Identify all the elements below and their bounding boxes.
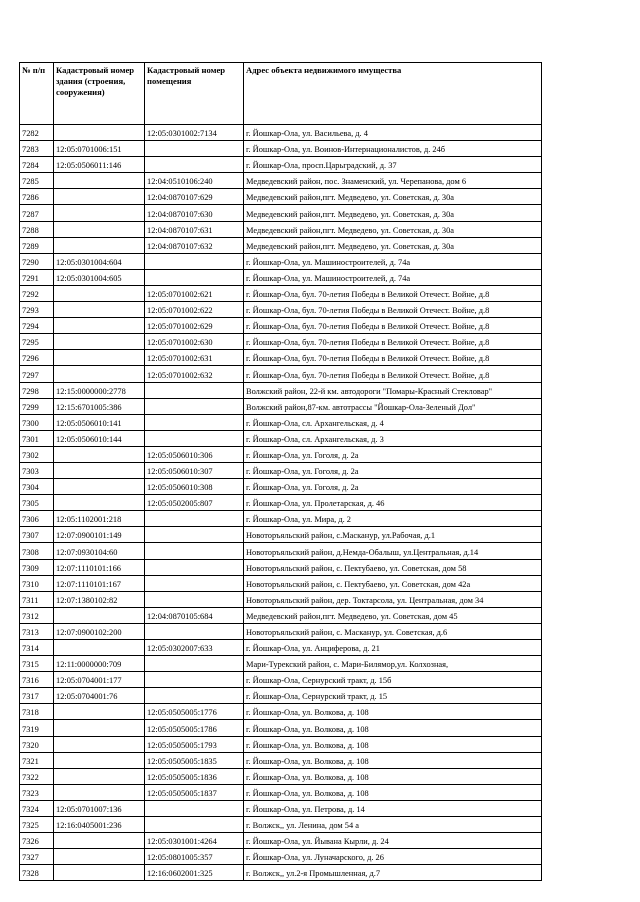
- address-cell: Новоторъяльский район, с.Масканур, ул.Рабочая, д.1: [244, 527, 542, 543]
- row-number-cell: 7310: [20, 575, 54, 591]
- address-cell: г. Йошкар-Ола, сл. Архангельская, д. 3: [244, 430, 542, 446]
- row-number-cell: 7328: [20, 865, 54, 881]
- row-number-cell: 7288: [20, 221, 54, 237]
- table-row: [20, 688, 542, 704]
- row-number-cell: 7291: [20, 269, 54, 285]
- address-cell: г. Йошкар-Ола, ул. Луначарского, д. 26: [244, 849, 542, 865]
- address-cell: Медведевский район,пгт. Медведево, ул. Советская, д. 30а: [244, 205, 542, 221]
- address-cell: Медведевский район,пгт. Медведево, ул. Советская, дом 45: [244, 607, 542, 623]
- table-row: [20, 817, 542, 833]
- table-row: [20, 157, 542, 173]
- address-cell: Волжский район, 22-й км. автодороги "Помары-Красный Стекловар": [244, 382, 542, 398]
- building-cadastral-number-cell: [54, 752, 145, 768]
- building-cadastral-number-cell: 12:15:0000000:2778: [54, 382, 145, 398]
- row-number-cell: 7297: [20, 366, 54, 382]
- address-cell: Медведевский район,пгт. Медведево, ул. Советская, д. 30а: [244, 237, 542, 253]
- premises-cadastral-number-cell: 12:04:0870107:629: [145, 189, 244, 205]
- table-row: [20, 125, 542, 141]
- address-cell: Медведевский район,пгт. Медведево, ул. Советская, д. 30а: [244, 189, 542, 205]
- row-number-cell: 7290: [20, 253, 54, 269]
- building-cadastral-number-cell: [54, 784, 145, 800]
- building-cadastral-number-cell: 12:05:0506011:146: [54, 157, 145, 173]
- address-cell: Новоторъяльский район, с. Пектубаево, ул. Советская, дом 42а: [244, 575, 542, 591]
- address-cell: г. Йошкар-Ола, ул. Мира, д. 2: [244, 511, 542, 527]
- table-row: [20, 414, 542, 430]
- row-number-cell: 7300: [20, 414, 54, 430]
- premises-cadastral-number-cell: 12:05:0701002:632: [145, 366, 244, 382]
- row-number-cell: 7299: [20, 398, 54, 414]
- building-cadastral-number-cell: 12:11:0000000:709: [54, 656, 145, 672]
- header-row-number: № п/п: [20, 63, 54, 125]
- table-row: [20, 382, 542, 398]
- premises-cadastral-number-cell: [145, 527, 244, 543]
- premises-cadastral-number-cell: 12:05:0801005:357: [145, 849, 244, 865]
- address-cell: Медведевский район,пгт. Медведево, ул. Советская, д. 30а: [244, 221, 542, 237]
- row-number-cell: 7286: [20, 189, 54, 205]
- building-cadastral-number-cell: [54, 173, 145, 189]
- premises-cadastral-number-cell: 12:05:0701002:622: [145, 302, 244, 318]
- table-row: [20, 334, 542, 350]
- premises-cadastral-number-cell: [145, 414, 244, 430]
- premises-cadastral-number-cell: [145, 253, 244, 269]
- row-number-cell: 7302: [20, 446, 54, 462]
- building-cadastral-number-cell: [54, 189, 145, 205]
- premises-cadastral-number-cell: 12:05:0701002:631: [145, 350, 244, 366]
- address-cell: г. Йошкар-Ола, бул. 70-летия Победы в Великой Отечест. Войне, д.8: [244, 350, 542, 366]
- building-cadastral-number-cell: [54, 479, 145, 495]
- header-premises-cadastral-number: Кадастровый номер помещения: [145, 63, 244, 125]
- premises-cadastral-number-cell: [145, 511, 244, 527]
- premises-cadastral-number-cell: 12:05:0505005:1776: [145, 704, 244, 720]
- table-row: [20, 511, 542, 527]
- address-cell: г. Йошкар-Ола, просп.Царьградский, д. 37: [244, 157, 542, 173]
- address-cell: г. Волжск,, ул.2-я Промышленная, д.7: [244, 865, 542, 881]
- premises-cadastral-number-cell: [145, 623, 244, 639]
- premises-cadastral-number-cell: 12:04:0510106:240: [145, 173, 244, 189]
- table-row: [20, 205, 542, 221]
- table-row: [20, 736, 542, 752]
- table-row: [20, 221, 542, 237]
- premises-cadastral-number-cell: 12:16:0602001:325: [145, 865, 244, 881]
- building-cadastral-number-cell: 12:05:0506010:141: [54, 414, 145, 430]
- row-number-cell: 7285: [20, 173, 54, 189]
- address-cell: Новоторъяльский район, с. Пектубаево, ул. Советская, дом 58: [244, 559, 542, 575]
- building-cadastral-number-cell: [54, 495, 145, 511]
- premises-cadastral-number-cell: [145, 141, 244, 157]
- table-row: [20, 430, 542, 446]
- building-cadastral-number-cell: [54, 768, 145, 784]
- table-row: [20, 559, 542, 575]
- table-row: [20, 366, 542, 382]
- address-cell: Новоторъяльский район, дер. Токтарсола, ул. Центральная, дом 34: [244, 591, 542, 607]
- row-number-cell: 7305: [20, 495, 54, 511]
- premises-cadastral-number-cell: [145, 817, 244, 833]
- address-cell: Новоторъяльский район, с. Масканур, ул. Советская, д.6: [244, 623, 542, 639]
- row-number-cell: 7321: [20, 752, 54, 768]
- building-cadastral-number-cell: [54, 640, 145, 656]
- building-cadastral-number-cell: 12:07:0900102:200: [54, 623, 145, 639]
- address-cell: г. Йошкар-Ола, ул. Гоголя, д. 2а: [244, 446, 542, 462]
- premises-cadastral-number-cell: [145, 656, 244, 672]
- table-row: [20, 656, 542, 672]
- building-cadastral-number-cell: [54, 607, 145, 623]
- table-row: [20, 833, 542, 849]
- table-row: [20, 527, 542, 543]
- table-row: [20, 784, 542, 800]
- building-cadastral-number-cell: 12:16:0405001:236: [54, 817, 145, 833]
- table-row: [20, 752, 542, 768]
- table-row: [20, 318, 542, 334]
- building-cadastral-number-cell: 12:15:6701005:386: [54, 398, 145, 414]
- premises-cadastral-number-cell: 12:04:0870107:631: [145, 221, 244, 237]
- table-row: [20, 672, 542, 688]
- row-number-cell: 7303: [20, 462, 54, 478]
- address-cell: г. Йошкар-Ола, ул. Воинов-Интернационалистов, д. 24б: [244, 141, 542, 157]
- building-cadastral-number-cell: [54, 318, 145, 334]
- row-number-cell: 7327: [20, 849, 54, 865]
- row-number-cell: 7312: [20, 607, 54, 623]
- address-cell: г. Йошкар-Ола, бул. 70-летия Победы в Великой Отечест. Войне, д.8: [244, 334, 542, 350]
- row-number-cell: 7322: [20, 768, 54, 784]
- building-cadastral-number-cell: 12:05:0701006:151: [54, 141, 145, 157]
- address-cell: г. Йошкар-Ола, ул. Волкова, д. 108: [244, 720, 542, 736]
- table-row: [20, 543, 542, 559]
- premises-cadastral-number-cell: 12:04:0870107:630: [145, 205, 244, 221]
- table-row: [20, 462, 542, 478]
- table-row: [20, 865, 542, 881]
- row-number-cell: 7301: [20, 430, 54, 446]
- building-cadastral-number-cell: 12:07:0900101:149: [54, 527, 145, 543]
- building-cadastral-number-cell: 12:05:0506010:144: [54, 430, 145, 446]
- premises-cadastral-number-cell: 12:05:0301001:4264: [145, 833, 244, 849]
- premises-cadastral-number-cell: [145, 543, 244, 559]
- premises-cadastral-number-cell: [145, 688, 244, 704]
- address-cell: г. Йошкар-Ола, ул. Гоголя, д. 2а: [244, 462, 542, 478]
- premises-cadastral-number-cell: [145, 575, 244, 591]
- table-row: [20, 704, 542, 720]
- building-cadastral-number-cell: 12:05:0701007:136: [54, 800, 145, 816]
- table-row: [20, 768, 542, 784]
- address-cell: г. Йошкар-Ола, Сернурский тракт, д. 15: [244, 688, 542, 704]
- table-row: [20, 173, 542, 189]
- building-cadastral-number-cell: [54, 285, 145, 301]
- premises-cadastral-number-cell: [145, 800, 244, 816]
- address-cell: г. Йошкар-Ола, ул. Волкова, д. 108: [244, 736, 542, 752]
- address-cell: Мари-Турекский район, с. Мари-Билямор,ул. Колхозная,: [244, 656, 542, 672]
- table-row: [20, 253, 542, 269]
- table-row: [20, 350, 542, 366]
- building-cadastral-number-cell: 12:07:0930104:60: [54, 543, 145, 559]
- address-cell: г. Йошкар-Ола, ул. Волкова, д. 108: [244, 768, 542, 784]
- row-number-cell: 7284: [20, 157, 54, 173]
- row-number-cell: 7289: [20, 237, 54, 253]
- premises-cadastral-number-cell: 12:05:0701002:629: [145, 318, 244, 334]
- address-cell: г. Йошкар-Ола, ул. Гоголя, д. 2а: [244, 479, 542, 495]
- building-cadastral-number-cell: [54, 125, 145, 141]
- building-cadastral-number-cell: 12:07:1110101:166: [54, 559, 145, 575]
- premises-cadastral-number-cell: 12:05:0505005:1837: [145, 784, 244, 800]
- building-cadastral-number-cell: 12:05:0301004:605: [54, 269, 145, 285]
- row-number-cell: 7324: [20, 800, 54, 816]
- premises-cadastral-number-cell: 12:05:0506010:308: [145, 479, 244, 495]
- row-number-cell: 7314: [20, 640, 54, 656]
- cadastral-table: [19, 62, 542, 881]
- building-cadastral-number-cell: [54, 704, 145, 720]
- address-cell: г. Йошкар-Ола, ул. Машиностроителей, д. 74а: [244, 253, 542, 269]
- building-cadastral-number-cell: [54, 736, 145, 752]
- premises-cadastral-number-cell: 12:05:0701002:621: [145, 285, 244, 301]
- building-cadastral-number-cell: [54, 446, 145, 462]
- table-row: [20, 495, 542, 511]
- address-cell: г. Йошкар-Ола, бул. 70-летия Победы в Великой Отечест. Войне, д.8: [244, 318, 542, 334]
- row-number-cell: 7313: [20, 623, 54, 639]
- address-cell: Новоторъяльский район, д.Немда-Обалыш, ул.Центральная, д.14: [244, 543, 542, 559]
- building-cadastral-number-cell: 12:07:1110101:167: [54, 575, 145, 591]
- row-number-cell: 7306: [20, 511, 54, 527]
- table-row: [20, 237, 542, 253]
- row-number-cell: 7307: [20, 527, 54, 543]
- address-cell: г. Йошкар-Ола, ул. Машиностроителей, д. 74а: [244, 269, 542, 285]
- table-row: [20, 591, 542, 607]
- row-number-cell: 7326: [20, 833, 54, 849]
- premises-cadastral-number-cell: [145, 269, 244, 285]
- row-number-cell: 7293: [20, 302, 54, 318]
- address-cell: г. Йошкар-Ола, ул. Волкова, д. 108: [244, 752, 542, 768]
- address-cell: г. Волжск,, ул. Ленина, дом 54 а: [244, 817, 542, 833]
- row-number-cell: 7315: [20, 656, 54, 672]
- premises-cadastral-number-cell: [145, 157, 244, 173]
- table-row: [20, 302, 542, 318]
- table-header-row: [20, 63, 542, 125]
- row-number-cell: 7287: [20, 205, 54, 221]
- premises-cadastral-number-cell: 12:05:0301002:7134: [145, 125, 244, 141]
- row-number-cell: 7308: [20, 543, 54, 559]
- building-cadastral-number-cell: [54, 350, 145, 366]
- table-row: [20, 269, 542, 285]
- table-row: [20, 623, 542, 639]
- building-cadastral-number-cell: 12:05:1102001:218: [54, 511, 145, 527]
- premises-cadastral-number-cell: 12:05:0505005:1836: [145, 768, 244, 784]
- premises-cadastral-number-cell: [145, 398, 244, 414]
- row-number-cell: 7317: [20, 688, 54, 704]
- building-cadastral-number-cell: 12:05:0704001:177: [54, 672, 145, 688]
- row-number-cell: 7295: [20, 334, 54, 350]
- row-number-cell: 7320: [20, 736, 54, 752]
- row-number-cell: 7319: [20, 720, 54, 736]
- table-row: [20, 720, 542, 736]
- building-cadastral-number-cell: [54, 237, 145, 253]
- address-cell: г. Йошкар-Ола, Сернурский тракт, д. 15б: [244, 672, 542, 688]
- building-cadastral-number-cell: 12:05:0301004:604: [54, 253, 145, 269]
- address-cell: г. Йошкар-Ола, бул. 70-летия Победы в Великой Отечест. Войне, д.8: [244, 302, 542, 318]
- premises-cadastral-number-cell: [145, 672, 244, 688]
- premises-cadastral-number-cell: [145, 591, 244, 607]
- table-row: [20, 849, 542, 865]
- building-cadastral-number-cell: [54, 865, 145, 881]
- row-number-cell: 7304: [20, 479, 54, 495]
- row-number-cell: 7296: [20, 350, 54, 366]
- premises-cadastral-number-cell: 12:04:0870105:684: [145, 607, 244, 623]
- building-cadastral-number-cell: [54, 849, 145, 865]
- table-row: [20, 575, 542, 591]
- building-cadastral-number-cell: 12:07:1380102:82: [54, 591, 145, 607]
- table-row: [20, 285, 542, 301]
- address-cell: г. Йошкар-Ола, ул. Анциферова, д. 21: [244, 640, 542, 656]
- premises-cadastral-number-cell: 12:05:0506010:306: [145, 446, 244, 462]
- address-cell: г. Йошкар-Ола, ул. Пролетарская, д. 46: [244, 495, 542, 511]
- table-row: [20, 479, 542, 495]
- address-cell: г. Йошкар-Ола, ул. Йывана Кырли, д. 24: [244, 833, 542, 849]
- building-cadastral-number-cell: [54, 302, 145, 318]
- building-cadastral-number-cell: [54, 720, 145, 736]
- table-body: [20, 125, 542, 881]
- premises-cadastral-number-cell: [145, 382, 244, 398]
- row-number-cell: 7325: [20, 817, 54, 833]
- address-cell: г. Йошкар-Ола, бул. 70-летия Победы в Великой Отечест. Войне, д.8: [244, 366, 542, 382]
- building-cadastral-number-cell: [54, 334, 145, 350]
- header-building-cadastral-number: Кадастровый номер здания (строения, сооружения): [54, 63, 145, 125]
- table-row: [20, 398, 542, 414]
- row-number-cell: 7292: [20, 285, 54, 301]
- building-cadastral-number-cell: [54, 205, 145, 221]
- premises-cadastral-number-cell: 12:05:0505005:1793: [145, 736, 244, 752]
- building-cadastral-number-cell: [54, 366, 145, 382]
- premises-cadastral-number-cell: 12:05:0502005:807: [145, 495, 244, 511]
- row-number-cell: 7282: [20, 125, 54, 141]
- address-cell: г. Йошкар-Ола, ул. Петрова, д. 14: [244, 800, 542, 816]
- building-cadastral-number-cell: [54, 833, 145, 849]
- row-number-cell: 7298: [20, 382, 54, 398]
- table-row: [20, 141, 542, 157]
- row-number-cell: 7294: [20, 318, 54, 334]
- premises-cadastral-number-cell: 12:04:0870107:632: [145, 237, 244, 253]
- address-cell: г. Йошкар-Ола, сл. Архангельская, д. 4: [244, 414, 542, 430]
- row-number-cell: 7318: [20, 704, 54, 720]
- premises-cadastral-number-cell: [145, 430, 244, 446]
- table-row: [20, 800, 542, 816]
- premises-cadastral-number-cell: 12:05:0505005:1835: [145, 752, 244, 768]
- address-cell: г. Йошкар-Ола, ул. Волкова, д. 108: [244, 784, 542, 800]
- premises-cadastral-number-cell: 12:05:0505005:1786: [145, 720, 244, 736]
- address-cell: г. Йошкар-Ола, бул. 70-летия Победы в Великой Отечест. Войне, д.8: [244, 285, 542, 301]
- header-address: Адрес объекта недвижимого имущества: [244, 63, 542, 125]
- row-number-cell: 7309: [20, 559, 54, 575]
- premises-cadastral-number-cell: [145, 559, 244, 575]
- address-cell: г. Йошкар-Ола, ул. Васильева, д. 4: [244, 125, 542, 141]
- building-cadastral-number-cell: [54, 221, 145, 237]
- address-cell: Волжский район,87-км. автотрассы "Йошкар-Ола-Зеленый Дол": [244, 398, 542, 414]
- table-row: [20, 607, 542, 623]
- table-row: [20, 640, 542, 656]
- row-number-cell: 7316: [20, 672, 54, 688]
- table-row: [20, 446, 542, 462]
- building-cadastral-number-cell: [54, 462, 145, 478]
- premises-cadastral-number-cell: 12:05:0302007:633: [145, 640, 244, 656]
- premises-cadastral-number-cell: 12:05:0701002:630: [145, 334, 244, 350]
- table-row: [20, 189, 542, 205]
- address-cell: Медведевский район, пос. Знаменский, ул. Черепанова, дом 6: [244, 173, 542, 189]
- address-cell: г. Йошкар-Ола, ул. Волкова, д. 108: [244, 704, 542, 720]
- building-cadastral-number-cell: 12:05:0704001:76: [54, 688, 145, 704]
- row-number-cell: 7323: [20, 784, 54, 800]
- row-number-cell: 7311: [20, 591, 54, 607]
- premises-cadastral-number-cell: 12:05:0506010:307: [145, 462, 244, 478]
- row-number-cell: 7283: [20, 141, 54, 157]
